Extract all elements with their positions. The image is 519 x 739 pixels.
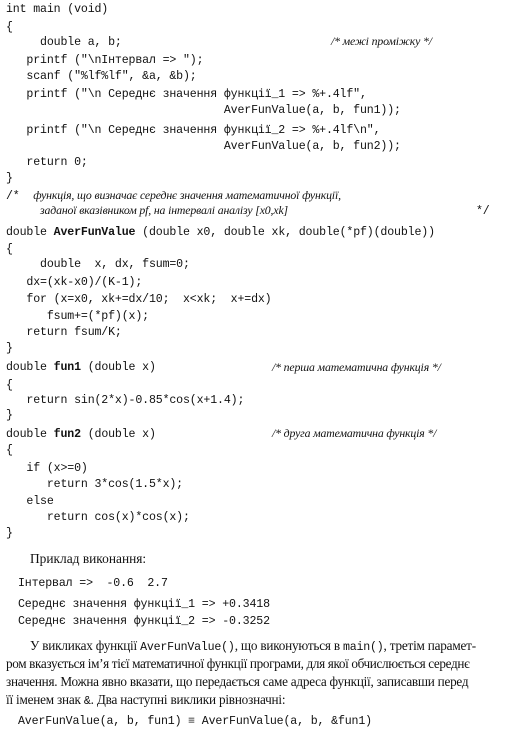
code-text: { <box>6 379 13 392</box>
code-comment-fun2 <box>272 428 436 440</box>
function-name: fun1 <box>53 361 81 374</box>
code-brace-close <box>6 343 13 355</box>
code-text: double <box>6 428 54 441</box>
code-scanf <box>6 71 197 83</box>
comment-text: /* перша математична функція */ <box>272 360 441 374</box>
code-text <box>6 205 40 218</box>
example-output-interval <box>18 578 168 590</box>
code-text: AverFunValue(a, b, fun2)); <box>6 140 401 153</box>
code-decl-x <box>6 259 190 271</box>
code-comment-end <box>476 206 490 218</box>
code-printf-f2 <box>6 125 380 137</box>
code-fun2-signature <box>6 429 156 441</box>
paragraph-text: , третім парамет- <box>383 638 476 653</box>
code-comment-fun1 <box>272 362 441 374</box>
code-text: return fsum/K; <box>6 326 122 339</box>
code-fsum <box>6 311 149 323</box>
output-text: Середнє значення функції_2 => -0.3252 <box>18 615 270 628</box>
heading-text: Приклад виконання: <box>30 551 147 566</box>
code-return-cos2 <box>6 512 190 524</box>
code-text: AverFunValue(a, b, fun1)); <box>6 104 401 117</box>
code-text: scanf ("%lf%lf", &a, &b); <box>6 70 197 83</box>
code-text: { <box>6 243 13 256</box>
code-text: (double x0, double xk, double(*pf)(double)) <box>135 226 435 239</box>
code-text: */ <box>476 205 490 218</box>
comment-text: заданої вказівником pf, на інтервалі аналізу [x0,xk] <box>40 203 288 217</box>
code-text: else <box>6 495 54 508</box>
code-brace-open <box>6 22 13 34</box>
code-text: fsum+=(*pf)(x); <box>6 310 149 323</box>
paragraph-line-3 <box>6 675 468 688</box>
code-return-fsum <box>6 327 122 339</box>
code-text: double <box>6 226 54 239</box>
function-name: fun2 <box>53 428 81 441</box>
paragraph-text: У викликах функції <box>30 638 141 653</box>
code-text: return 0; <box>6 156 88 169</box>
code-main-signature <box>6 4 108 16</box>
code-aver-signature <box>6 227 435 239</box>
code-text: printf ("\n Середнє значення функції_1 => %+.4lf", <box>6 88 367 101</box>
code-brace-open <box>6 244 13 256</box>
code-text: int main (void) <box>6 3 109 16</box>
code-comment-func-2 <box>6 205 288 218</box>
paragraph-text: значення. Можна явно вказати, що передається саме адреса функції, записавши перед <box>6 674 469 689</box>
code-text: return sin(2*x)-0.85*cos(x+1.4); <box>6 394 245 407</box>
code-decl-ab <box>6 37 122 49</box>
code-brace-close <box>6 528 13 540</box>
example-output-f2 <box>18 616 270 628</box>
code-text: printf ("\nІнтервал => "); <box>6 54 204 67</box>
paragraph-text: її іменем знак <box>6 692 84 707</box>
code-comment-func-1 <box>6 190 341 203</box>
code-text: return cos(x)*cos(x); <box>6 511 190 524</box>
code-brace-open <box>6 380 13 392</box>
code-fun1-return <box>6 395 244 407</box>
code-text: /* <box>6 190 34 203</box>
paragraph-text: , що виконуються в <box>234 638 343 653</box>
inline-code: & <box>83 695 91 708</box>
code-printf-f2-arg <box>6 141 401 153</box>
code-dx <box>6 277 142 289</box>
code-printf-interval <box>6 55 203 67</box>
output-text: Інтервал => -0.6 2.7 <box>18 577 168 590</box>
code-text: (double x) <box>80 361 156 374</box>
function-name: AverFunValue <box>53 226 136 239</box>
code-text: { <box>6 21 13 34</box>
example-output-f1 <box>18 599 270 611</box>
code-brace-close <box>6 410 13 422</box>
code-printf-f1 <box>6 89 367 101</box>
code-text: printf ("\n Середнє значення функції_2 => %+.4lf\n", <box>6 124 381 137</box>
comment-text: /* межі проміжку */ <box>331 34 432 48</box>
inline-code: AverFunValue() <box>140 641 235 654</box>
comment-text: функція, що визначає середнє значення математичної функції, <box>33 188 341 202</box>
code-text: if (x>=0) <box>6 462 88 475</box>
code-if <box>6 463 88 475</box>
comment-text: /* друга математична функція */ <box>272 426 437 440</box>
code-else <box>6 496 54 508</box>
code-text: } <box>6 172 13 185</box>
code-brace-close <box>6 173 13 185</box>
code-text: double <box>6 361 54 374</box>
code-comment-limits <box>331 36 432 48</box>
output-text: Середнє значення функції_1 => +0.3418 <box>18 598 270 611</box>
code-text: double x, dx, fsum=0; <box>6 258 190 271</box>
example-heading <box>30 552 146 565</box>
code-printf-f1-arg <box>6 105 401 117</box>
code-text: } <box>6 342 13 355</box>
code-text: { <box>6 444 13 457</box>
code-text: AverFunValue(a, b, fun1) ≡ AverFunValue(a, b, &fun1) <box>18 715 372 728</box>
code-fun1-signature <box>6 362 156 374</box>
paragraph-line-2 <box>6 657 469 670</box>
equivalent-calls <box>18 716 372 728</box>
paragraph-text: ром вказується ім’я тієї математичної функції програми, для якої обчислюється середнє <box>6 656 470 671</box>
code-text: dx=(xk-x0)/(K-1); <box>6 276 143 289</box>
code-for-loop <box>6 294 272 306</box>
code-text: (double x) <box>80 428 156 441</box>
code-text: } <box>6 409 13 422</box>
code-return-0 <box>6 157 88 169</box>
code-text: } <box>6 527 13 540</box>
paragraph-line-1 <box>30 639 476 654</box>
paragraph-text: . Два наступні виклики рівнозначні: <box>90 692 286 707</box>
paragraph-line-4 <box>6 693 285 708</box>
code-text: return 3*cos(1.5*x); <box>6 478 183 491</box>
inline-code: main() <box>343 641 384 654</box>
code-brace-open <box>6 445 13 457</box>
code-text: double a, b; <box>6 36 122 49</box>
code-return-cos15 <box>6 479 183 491</box>
code-text: for (x=x0, xk+=dx/10; x<xk; x+=dx) <box>6 293 272 306</box>
